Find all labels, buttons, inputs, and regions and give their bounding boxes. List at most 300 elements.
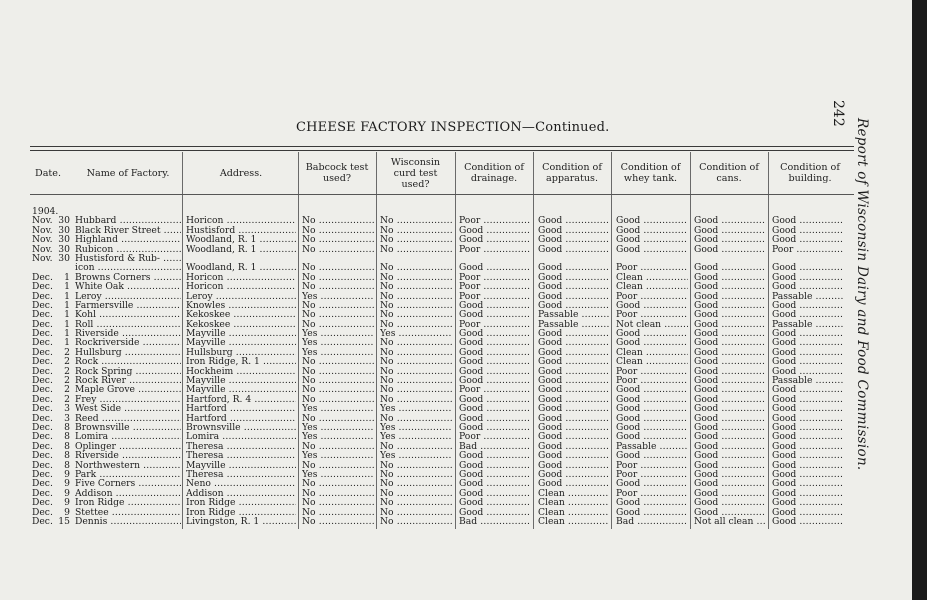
cans-value: Good ..... bbox=[694, 414, 766, 423]
factory-name: icon ..... bbox=[75, 263, 181, 272]
factory-name: Iron Ridge ..... bbox=[75, 498, 181, 507]
date-month: Dec. bbox=[32, 469, 53, 480]
table-row bbox=[0, 385, 860, 394]
date-month: Dec. bbox=[32, 338, 53, 348]
factory-address: Leroy ..... bbox=[186, 292, 296, 301]
date-month: Dec. bbox=[32, 394, 53, 405]
wisconsin-value: Yes ..... bbox=[380, 423, 452, 432]
cans-value: Good ..... bbox=[694, 216, 766, 225]
factory-name: Oplinger ..... bbox=[75, 442, 181, 451]
apparatus-value: Good ..... bbox=[538, 282, 609, 291]
drainage-value: Good ..... bbox=[459, 329, 530, 338]
factory-address: Brownsville ..... bbox=[186, 423, 296, 432]
date-day: 30 bbox=[58, 216, 70, 226]
cans-value: Good ..... bbox=[694, 338, 766, 347]
date-day: 2 bbox=[64, 385, 70, 395]
date-day: 2 bbox=[64, 366, 70, 377]
babcock-value: No ..... bbox=[302, 498, 374, 507]
apparatus-value: Good ..... bbox=[538, 470, 609, 479]
cans-value: Good ..... bbox=[694, 451, 766, 460]
cans-value: Good ..... bbox=[694, 376, 766, 385]
babcock-value: No ..... bbox=[302, 442, 374, 451]
factory-address: Theresa ..... bbox=[186, 470, 296, 479]
date-day: 9 bbox=[64, 469, 70, 480]
apparatus-value: Clean ..... bbox=[538, 489, 609, 498]
whey-tank-value: Bad ..... bbox=[616, 517, 688, 526]
whey-tank-value: Poor ..... bbox=[616, 292, 688, 301]
cans-value: Good ..... bbox=[694, 235, 766, 244]
factory-address: Hullsburg ..... bbox=[186, 348, 296, 357]
whey-tank-value: Clean ..... bbox=[616, 357, 688, 366]
building-value: Good ..... bbox=[772, 489, 844, 498]
wisconsin-value: No ..... bbox=[380, 310, 452, 319]
wisconsin-value: No ..... bbox=[380, 395, 452, 404]
apparatus-value: Clean ..... bbox=[538, 498, 609, 507]
wisconsin-value: No ..... bbox=[380, 245, 452, 254]
babcock-value: Yes ..... bbox=[302, 470, 374, 479]
factory-name: Five Corners ..... bbox=[75, 479, 181, 488]
whey-tank-value: Good ..... bbox=[616, 245, 688, 254]
apparatus-value: Good ..... bbox=[538, 423, 609, 432]
date-month: Dec. bbox=[32, 385, 53, 395]
date-month: Dec. bbox=[32, 479, 53, 489]
factory-name: Lomira ..... bbox=[75, 432, 181, 441]
date-day: 1 bbox=[64, 319, 70, 330]
header-date: Date. bbox=[35, 168, 61, 179]
drainage-value: Good ..... bbox=[459, 301, 530, 310]
cans-value: Good ..... bbox=[694, 395, 766, 404]
wisconsin-value: No ..... bbox=[380, 367, 452, 376]
whey-tank-value: Clean ..... bbox=[616, 282, 688, 291]
table-row bbox=[0, 245, 860, 254]
whey-tank-value: Clean ..... bbox=[616, 273, 688, 282]
factory-address: Mayville ..... bbox=[186, 461, 296, 470]
babcock-value: No ..... bbox=[302, 367, 374, 376]
date-month: Dec. bbox=[32, 404, 53, 414]
wisconsin-value: No ..... bbox=[380, 292, 452, 301]
whey-tank-value: Good ..... bbox=[616, 395, 688, 404]
whey-tank-value: Good ..... bbox=[616, 329, 688, 338]
factory-name: Maple Grove ..... bbox=[75, 385, 181, 394]
factory-name: Black River Street ..... bbox=[75, 226, 181, 235]
table-row bbox=[0, 329, 860, 338]
date-month: Nov. bbox=[32, 235, 53, 245]
factory-name: Riverside ..... bbox=[75, 329, 181, 338]
whey-tank-value: Good ..... bbox=[616, 432, 688, 441]
apparatus-value: Good ..... bbox=[538, 357, 609, 366]
table-row bbox=[0, 432, 860, 441]
cans-value: Good ..... bbox=[694, 479, 766, 488]
whey-tank-value: Poor ..... bbox=[616, 310, 688, 319]
table-row bbox=[0, 254, 860, 263]
header-cans: Condition of cans. bbox=[699, 162, 759, 184]
header-whey-tank: Condition of whey tank. bbox=[620, 162, 681, 184]
building-value: Good ..... bbox=[772, 423, 844, 432]
cans-value: Good ..... bbox=[694, 357, 766, 366]
cans-value: Good ..... bbox=[694, 310, 766, 319]
whey-tank-value: Poor ..... bbox=[616, 263, 688, 272]
babcock-value: Yes ..... bbox=[302, 292, 374, 301]
drainage-value: Good ..... bbox=[459, 348, 530, 357]
babcock-value: No ..... bbox=[302, 508, 374, 517]
date-day: 8 bbox=[64, 451, 70, 461]
cans-value: Good ..... bbox=[694, 301, 766, 310]
wisconsin-value: No ..... bbox=[380, 357, 452, 366]
building-value: Good ..... bbox=[772, 432, 844, 441]
apparatus-value: Passable ..... bbox=[538, 310, 609, 319]
wisconsin-value: No ..... bbox=[380, 385, 452, 394]
apparatus-value: Good ..... bbox=[538, 226, 609, 235]
header-babcock: Babcock test used? bbox=[305, 162, 369, 184]
cans-value: Good ..... bbox=[694, 367, 766, 376]
cans-value: Good ..... bbox=[694, 404, 766, 413]
table-row bbox=[0, 226, 860, 235]
year-label: 1904. bbox=[32, 207, 59, 217]
factory-name: Dennis ..... bbox=[75, 517, 181, 526]
building-value: Passable ..... bbox=[772, 320, 844, 329]
factory-name: Hullsburg ..... bbox=[75, 348, 181, 357]
building-value: Good ..... bbox=[772, 461, 844, 470]
factory-address: Woodland, R. 1 ..... bbox=[186, 235, 296, 244]
date-day: 1 bbox=[64, 291, 70, 301]
cans-value: Good ..... bbox=[694, 423, 766, 432]
apparatus-value: Good ..... bbox=[538, 376, 609, 385]
table-row bbox=[0, 301, 860, 310]
date-day: 30 bbox=[58, 244, 70, 254]
date-month: Dec. bbox=[32, 460, 53, 470]
building-value: Good ..... bbox=[772, 479, 844, 488]
babcock-value: No ..... bbox=[302, 461, 374, 470]
table-row bbox=[0, 414, 860, 423]
drainage-value: Poor ..... bbox=[459, 273, 530, 282]
wisconsin-value: No ..... bbox=[380, 461, 452, 470]
wisconsin-value: No ..... bbox=[380, 442, 452, 451]
babcock-value: No ..... bbox=[302, 479, 374, 488]
table-row bbox=[0, 292, 860, 301]
factory-name: Rock Spring ..... bbox=[75, 367, 181, 376]
top-rule bbox=[30, 146, 854, 147]
building-value: Good ..... bbox=[772, 508, 844, 517]
table-row bbox=[0, 348, 860, 357]
whey-tank-value: Good ..... bbox=[616, 226, 688, 235]
factory-name: Leroy ..... bbox=[75, 292, 181, 301]
drainage-value: Good ..... bbox=[459, 226, 530, 235]
date-day: 9 bbox=[64, 498, 70, 508]
date-day: 30 bbox=[58, 225, 70, 236]
table-row bbox=[0, 273, 860, 282]
whey-tank-value: Good ..... bbox=[616, 423, 688, 432]
apparatus-value: Good ..... bbox=[538, 329, 609, 338]
date-month: Dec. bbox=[32, 319, 53, 330]
drainage-value: Good ..... bbox=[459, 479, 530, 488]
apparatus-value: Clean ..... bbox=[538, 517, 609, 526]
building-value: Good ..... bbox=[772, 414, 844, 423]
drainage-value: Good ..... bbox=[459, 423, 530, 432]
drainage-value: Good ..... bbox=[459, 470, 530, 479]
wisconsin-value: No ..... bbox=[380, 282, 452, 291]
apparatus-value: Good ..... bbox=[538, 442, 609, 451]
table-row bbox=[0, 235, 860, 244]
factory-name: Rubicon ..... bbox=[75, 245, 181, 254]
building-value: Good ..... bbox=[772, 404, 844, 413]
table-row bbox=[0, 461, 860, 470]
wisconsin-value: No ..... bbox=[380, 338, 452, 347]
whey-tank-value: Passable ..... bbox=[616, 442, 688, 451]
cans-value: Good ..... bbox=[694, 489, 766, 498]
factory-address: Hockheim ..... bbox=[186, 367, 296, 376]
whey-tank-value: Good ..... bbox=[616, 216, 688, 225]
date-month: Dec. bbox=[32, 282, 53, 292]
building-value: Good ..... bbox=[772, 367, 844, 376]
drainage-value: Good ..... bbox=[459, 498, 530, 507]
wisconsin-value: No ..... bbox=[380, 348, 452, 357]
building-value: Good ..... bbox=[772, 282, 844, 291]
cans-value: Good ..... bbox=[694, 245, 766, 254]
apparatus-value: Good ..... bbox=[538, 461, 609, 470]
date-day: 30 bbox=[58, 235, 70, 245]
babcock-value: No ..... bbox=[302, 376, 374, 385]
whey-tank-value: Good ..... bbox=[616, 385, 688, 394]
wisconsin-value: No ..... bbox=[380, 216, 452, 225]
date-month: Dec. bbox=[32, 507, 53, 517]
factory-name: Browns Corners ..... bbox=[75, 273, 181, 282]
whey-tank-value: Good ..... bbox=[616, 414, 688, 423]
table-row bbox=[0, 395, 860, 404]
table-row bbox=[0, 216, 860, 225]
factory-name: Highland ..... bbox=[75, 235, 181, 244]
drainage-value: Poor ..... bbox=[459, 432, 530, 441]
apparatus-value: Good ..... bbox=[538, 348, 609, 357]
babcock-value: No ..... bbox=[302, 395, 374, 404]
apparatus-value: Passable ..... bbox=[538, 320, 609, 329]
table-row bbox=[0, 320, 860, 329]
factory-address: Hartford, R. 4 ..... bbox=[186, 395, 296, 404]
wisconsin-value: Yes ..... bbox=[380, 451, 452, 460]
date-day: 8 bbox=[64, 422, 70, 433]
table-row bbox=[0, 517, 860, 526]
date-day: 2 bbox=[64, 376, 70, 386]
page-number: 242 bbox=[830, 100, 846, 127]
header-factory: Name of Factory. bbox=[86, 168, 170, 179]
wisconsin-value: Yes ..... bbox=[380, 329, 452, 338]
apparatus-value: Good ..... bbox=[538, 432, 609, 441]
factory-name: White Oak ..... bbox=[75, 282, 181, 291]
factory-address: Livingston, R. 1 ..... bbox=[186, 517, 296, 526]
table-body bbox=[0, 207, 860, 526]
apparatus-value: Good ..... bbox=[538, 263, 609, 272]
apparatus-value: Good ..... bbox=[538, 451, 609, 460]
date-month: Dec. bbox=[32, 376, 53, 386]
date-month: Dec. bbox=[32, 310, 53, 320]
wisconsin-value: No ..... bbox=[380, 301, 452, 310]
factory-address: Hustisford ..... bbox=[186, 226, 296, 235]
whey-tank-value: Poor ..... bbox=[616, 461, 688, 470]
building-value: Good ..... bbox=[772, 273, 844, 282]
wisconsin-value: No ..... bbox=[380, 414, 452, 423]
side-caption: Report of Wisconsin Dairy and Food Commission. bbox=[854, 118, 870, 471]
table-row bbox=[0, 489, 860, 498]
apparatus-value: Good ..... bbox=[538, 216, 609, 225]
factory-name: Park ..... bbox=[75, 470, 181, 479]
date-day: 3 bbox=[64, 413, 70, 423]
factory-address: Iron Ridge, R. 1 ..... bbox=[186, 357, 296, 366]
factory-name: Hustisford & Rub- ..... bbox=[75, 254, 181, 263]
apparatus-value: Good ..... bbox=[538, 292, 609, 301]
drainage-value: Good ..... bbox=[459, 489, 530, 498]
year-row bbox=[0, 207, 860, 216]
apparatus-value: Good ..... bbox=[538, 301, 609, 310]
date-day: 1 bbox=[64, 310, 70, 320]
wisconsin-value: No ..... bbox=[380, 376, 452, 385]
whey-tank-value: Good ..... bbox=[616, 508, 688, 517]
table-row bbox=[0, 338, 860, 347]
factory-name: Kohl ..... bbox=[75, 310, 181, 319]
factory-address: Iron Ridge ..... bbox=[186, 508, 296, 517]
date-day: 15 bbox=[58, 516, 70, 527]
header-wisconsin: Wisconsin curd test used? bbox=[390, 157, 441, 190]
cans-value: Good ..... bbox=[694, 320, 766, 329]
drainage-value: Good ..... bbox=[459, 357, 530, 366]
date-month: Dec. bbox=[32, 329, 53, 339]
factory-name: Frey ..... bbox=[75, 395, 181, 404]
date-day: 8 bbox=[64, 432, 70, 442]
date-day: 2 bbox=[64, 347, 70, 358]
table-row bbox=[0, 357, 860, 366]
whey-tank-value: Good ..... bbox=[616, 498, 688, 507]
babcock-value: Yes ..... bbox=[302, 329, 374, 338]
factory-name: Roll ..... bbox=[75, 320, 181, 329]
building-value: Good ..... bbox=[772, 385, 844, 394]
date-month: Dec. bbox=[32, 272, 53, 283]
babcock-value: No ..... bbox=[302, 216, 374, 225]
cans-value: Good ..... bbox=[694, 432, 766, 441]
apparatus-value: Good ..... bbox=[538, 414, 609, 423]
whey-tank-value: Poor ..... bbox=[616, 489, 688, 498]
babcock-value: No ..... bbox=[302, 282, 374, 291]
babcock-value: No ..... bbox=[302, 263, 374, 272]
factory-name: Rock River ..... bbox=[75, 376, 181, 385]
drainage-value: Poor ..... bbox=[459, 385, 530, 394]
date-day: 1 bbox=[64, 272, 70, 283]
whey-tank-value: Good ..... bbox=[616, 404, 688, 413]
drainage-value: Good ..... bbox=[459, 461, 530, 470]
drainage-value: Good ..... bbox=[459, 338, 530, 347]
factory-address: Theresa ..... bbox=[186, 451, 296, 460]
apparatus-value: Good ..... bbox=[538, 479, 609, 488]
table-row bbox=[0, 479, 860, 488]
apparatus-value: Good ..... bbox=[538, 385, 609, 394]
date-month: Nov. bbox=[32, 253, 53, 264]
date-month: Dec. bbox=[32, 366, 53, 377]
date-month: Dec. bbox=[32, 498, 53, 508]
table-row bbox=[0, 404, 860, 413]
cans-value: Good ..... bbox=[694, 508, 766, 517]
factory-name: Addison ..... bbox=[75, 489, 181, 498]
factory-address: Mayville ..... bbox=[186, 385, 296, 394]
date-day: 9 bbox=[64, 488, 70, 499]
factory-address: Mayville ..... bbox=[186, 338, 296, 347]
drainage-value: Poor ..... bbox=[459, 245, 530, 254]
date-month: Nov. bbox=[32, 244, 53, 254]
date-day: 8 bbox=[64, 460, 70, 470]
wisconsin-value: No ..... bbox=[380, 498, 452, 507]
drainage-value: Poor ..... bbox=[459, 282, 530, 291]
babcock-value: Yes ..... bbox=[302, 404, 374, 413]
drainage-value: Good ..... bbox=[459, 367, 530, 376]
wisconsin-value: No ..... bbox=[380, 320, 452, 329]
factory-address: Mayville ..... bbox=[186, 329, 296, 338]
drainage-value: Poor ..... bbox=[459, 216, 530, 225]
date-day: 1 bbox=[64, 282, 70, 292]
cans-value: Good ..... bbox=[694, 470, 766, 479]
apparatus-value: Good ..... bbox=[538, 367, 609, 376]
building-value: Poor ..... bbox=[772, 245, 844, 254]
whey-tank-value: Not clean ..... bbox=[616, 320, 688, 329]
cans-value: Good ..... bbox=[694, 498, 766, 507]
date-month: Dec. bbox=[32, 432, 53, 442]
table-row bbox=[0, 376, 860, 385]
whey-tank-value: Good ..... bbox=[616, 301, 688, 310]
date-month: Dec. bbox=[32, 441, 53, 452]
cans-value: Good ..... bbox=[694, 385, 766, 394]
factory-name: Hubbard ..... bbox=[75, 216, 181, 225]
table-row bbox=[0, 470, 860, 479]
drainage-value: Good ..... bbox=[459, 310, 530, 319]
factory-address: Horicon ..... bbox=[186, 273, 296, 282]
factory-name: Riverside ..... bbox=[75, 451, 181, 460]
date-month: Dec. bbox=[32, 300, 53, 311]
factory-name: West Side ..... bbox=[75, 404, 181, 413]
table-row bbox=[0, 451, 860, 460]
header-address: Address. bbox=[219, 168, 263, 179]
building-value: Good ..... bbox=[772, 451, 844, 460]
date-month: Dec. bbox=[32, 347, 53, 358]
babcock-value: No ..... bbox=[302, 385, 374, 394]
drainage-value: Bad ..... bbox=[459, 442, 530, 451]
babcock-value: No ..... bbox=[302, 357, 374, 366]
building-value: Good ..... bbox=[772, 263, 844, 272]
date-month: Dec. bbox=[32, 451, 53, 461]
factory-name: Rock ..... bbox=[75, 357, 181, 366]
page-title: CHEESE FACTORY INSPECTION—Continued. bbox=[296, 120, 610, 135]
table-row bbox=[0, 498, 860, 507]
date-day: 9 bbox=[64, 479, 70, 489]
babcock-value: No ..... bbox=[302, 489, 374, 498]
date-day: 2 bbox=[64, 357, 70, 367]
header-building: Condition of building. bbox=[780, 162, 840, 184]
wisconsin-value: No ..... bbox=[380, 273, 452, 282]
wisconsin-value: No ..... bbox=[380, 226, 452, 235]
building-value: Good ..... bbox=[772, 348, 844, 357]
babcock-value: Yes ..... bbox=[302, 451, 374, 460]
building-value: Good ..... bbox=[772, 498, 844, 507]
building-value: Good ..... bbox=[772, 226, 844, 235]
babcock-value: Yes ..... bbox=[302, 432, 374, 441]
wisconsin-value: No ..... bbox=[380, 479, 452, 488]
factory-address: Kekoskee ..... bbox=[186, 320, 296, 329]
factory-name: Northwestern ..... bbox=[75, 461, 181, 470]
wisconsin-value: No ..... bbox=[380, 489, 452, 498]
factory-address: Kekoskee ..... bbox=[186, 310, 296, 319]
date-month: Dec. bbox=[32, 422, 53, 433]
header-rule bbox=[30, 194, 854, 195]
factory-address: Hartford ..... bbox=[186, 414, 296, 423]
babcock-value: No ..... bbox=[302, 301, 374, 310]
drainage-value: Good ..... bbox=[459, 235, 530, 244]
building-value: Good ..... bbox=[772, 357, 844, 366]
factory-name: Reed ..... bbox=[75, 414, 181, 423]
babcock-value: Yes ..... bbox=[302, 348, 374, 357]
